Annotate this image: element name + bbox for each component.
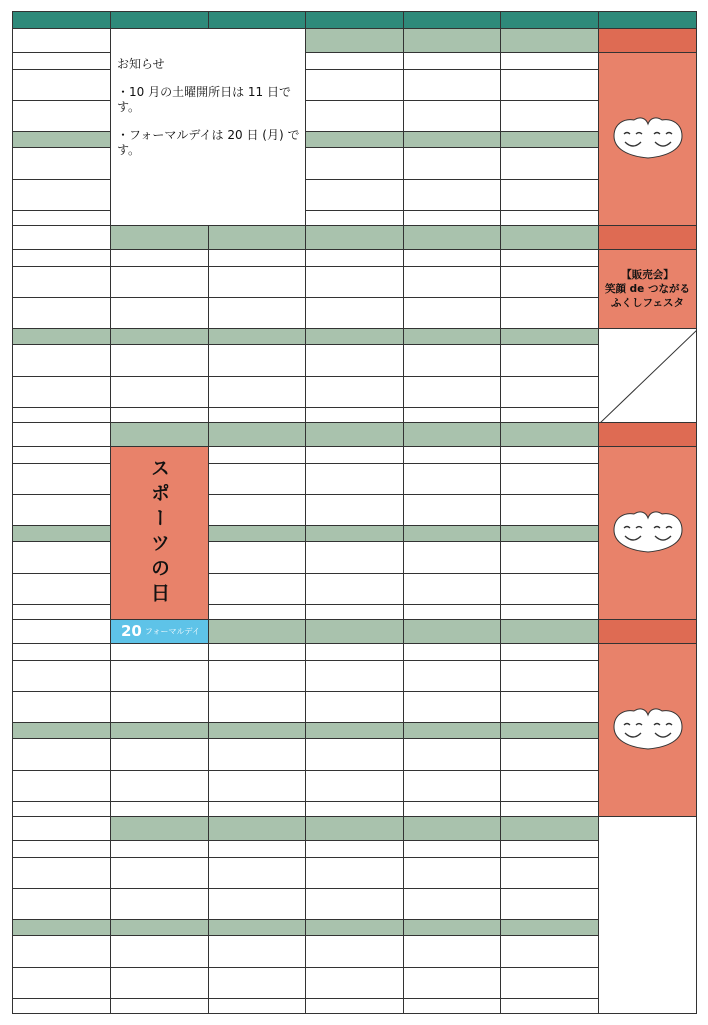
sale-line3: ふくしフェスタ — [611, 297, 684, 310]
activity-cell — [500, 52, 599, 70]
activity-cell — [305, 573, 404, 605]
activity-cell — [208, 297, 306, 329]
activity-cell — [208, 967, 306, 999]
time-slot — [12, 888, 111, 920]
time-slot — [12, 541, 111, 574]
activity-cell — [305, 100, 404, 132]
activity-cell — [305, 376, 404, 408]
activity-cell — [403, 100, 501, 132]
activity-cell — [403, 463, 501, 495]
day-number — [403, 28, 501, 53]
activity-cell — [403, 722, 501, 739]
activity-cell — [110, 801, 209, 817]
activity-cell — [305, 69, 404, 101]
activity-cell — [500, 69, 599, 101]
time-slot — [12, 69, 111, 101]
day-number — [598, 422, 697, 447]
activity-cell — [208, 446, 306, 464]
day-number — [403, 619, 501, 644]
activity-cell — [403, 840, 501, 858]
activity-cell — [208, 998, 306, 1014]
activity-cell — [208, 573, 306, 605]
day-number-value: 20 — [121, 621, 142, 640]
activity-cell — [403, 604, 501, 620]
saturday-closed-area — [598, 328, 697, 423]
time-slot — [12, 770, 111, 802]
sports-day-label: スポーツの日 — [148, 458, 170, 608]
activity-cell — [403, 147, 501, 180]
activity-cell — [500, 801, 599, 817]
activity-cell — [305, 770, 404, 802]
activity-cell — [500, 660, 599, 692]
day-number — [500, 28, 599, 53]
activity-cell — [500, 541, 599, 574]
activity-cell — [208, 935, 306, 968]
sale-line1: 【販売会】 — [621, 268, 674, 281]
saturday-open-area — [598, 643, 697, 817]
activity-cell — [500, 643, 599, 661]
activity-cell — [110, 857, 209, 889]
sale-line2: 笑顔 de つながる — [605, 282, 690, 295]
activity-cell — [208, 919, 306, 936]
activity-cell — [305, 801, 404, 817]
activity-cell — [110, 722, 209, 739]
day-number — [208, 619, 306, 644]
day-number — [598, 28, 697, 53]
activity-cell — [500, 344, 599, 377]
activity-cell — [500, 967, 599, 999]
day-number — [110, 619, 209, 644]
day-number — [110, 422, 209, 447]
activity-cell — [305, 249, 404, 267]
activity-cell — [305, 147, 404, 180]
day-number — [208, 225, 306, 250]
activity-cell — [403, 525, 501, 542]
activity-cell — [500, 857, 599, 889]
activity-cell — [305, 541, 404, 574]
activity-cell — [208, 770, 306, 802]
activity-cell — [208, 840, 306, 858]
time-slot — [12, 525, 111, 542]
day-number — [403, 422, 501, 447]
time-slot — [12, 998, 111, 1014]
activity-cell — [110, 376, 209, 408]
activity-cell — [403, 297, 501, 329]
time-slot — [12, 857, 111, 889]
activity-cell — [500, 100, 599, 132]
activity-cell — [500, 691, 599, 723]
activity-cell — [208, 541, 306, 574]
activity-cell — [500, 446, 599, 464]
week-4-corner — [12, 619, 111, 644]
activity-cell — [500, 840, 599, 858]
header-tue — [208, 11, 306, 29]
time-slot — [12, 573, 111, 605]
activity-cell — [305, 297, 404, 329]
activity-cell — [500, 770, 599, 802]
smiling-hearts-icon — [610, 506, 686, 560]
activity-cell — [403, 69, 501, 101]
activity-cell — [208, 249, 306, 267]
activity-cell — [500, 131, 599, 148]
activity-cell — [403, 888, 501, 920]
activity-cell — [110, 344, 209, 377]
activity-cell — [403, 266, 501, 298]
activity-cell — [305, 919, 404, 936]
activity-cell — [500, 407, 599, 423]
smiling-hearts-icon — [610, 703, 686, 757]
day-number — [305, 422, 404, 447]
activity-cell — [110, 840, 209, 858]
activity-cell — [403, 935, 501, 968]
activity-cell — [208, 738, 306, 771]
time-slot — [12, 919, 111, 936]
notice-line1: ・10 月の土曜開所日は 11 日です。 — [117, 85, 291, 114]
notice-line2: ・フォーマルデイは 20 日 (月) です。 — [117, 128, 300, 157]
day-number — [500, 816, 599, 841]
day-number — [305, 225, 404, 250]
activity-cell — [305, 998, 404, 1014]
activity-cell — [208, 643, 306, 661]
header-mon — [110, 11, 209, 29]
time-slot — [12, 100, 111, 132]
activity-cell — [403, 179, 501, 211]
activity-cell — [110, 297, 209, 329]
activity-cell — [305, 52, 404, 70]
day-number — [208, 422, 306, 447]
activity-cell — [305, 840, 404, 858]
activity-cell — [305, 935, 404, 968]
day-number — [208, 816, 306, 841]
time-slot — [12, 376, 111, 408]
time-slot — [12, 297, 111, 329]
activity-cell — [500, 328, 599, 345]
time-slot — [12, 463, 111, 495]
time-slot — [12, 210, 111, 226]
activity-cell — [305, 604, 404, 620]
activity-cell — [305, 660, 404, 692]
activity-cell — [208, 328, 306, 345]
week-1-corner — [12, 28, 111, 53]
time-slot — [12, 967, 111, 999]
week-2-corner — [12, 225, 111, 250]
activity-cell — [403, 407, 501, 423]
activity-cell — [403, 967, 501, 999]
time-slot — [12, 179, 111, 211]
activity-cell — [403, 919, 501, 936]
activity-cell — [500, 738, 599, 771]
activity-cell — [305, 407, 404, 423]
header-thu — [403, 11, 501, 29]
activity-cell — [403, 52, 501, 70]
activity-cell — [403, 998, 501, 1014]
activity-cell — [110, 249, 209, 267]
day-number — [500, 225, 599, 250]
activity-cell — [305, 179, 404, 211]
activity-cell — [500, 147, 599, 180]
saturday-blank-area — [598, 816, 697, 1014]
activity-cell — [403, 446, 501, 464]
activity-cell — [305, 525, 404, 542]
time-slot — [12, 722, 111, 739]
time-slot — [12, 643, 111, 661]
week-3-corner — [12, 422, 111, 447]
activity-cell — [403, 249, 501, 267]
time-slot — [12, 604, 111, 620]
activity-cell — [110, 266, 209, 298]
activity-cell — [110, 738, 209, 771]
activity-cell — [403, 573, 501, 605]
activity-cell — [208, 660, 306, 692]
formal-day-label: フォーマルデイ — [144, 626, 200, 636]
activity-cell — [305, 643, 404, 661]
activity-cell — [305, 131, 404, 148]
time-slot — [12, 801, 111, 817]
activity-cell — [403, 738, 501, 771]
day-number — [305, 28, 404, 53]
activity-cell — [110, 643, 209, 661]
activity-cell — [110, 770, 209, 802]
activity-cell — [305, 857, 404, 889]
activity-cell — [305, 344, 404, 377]
activity-cell — [110, 967, 209, 999]
saturday-open-area — [598, 446, 697, 620]
activity-cell — [305, 446, 404, 464]
sale-event-block — [598, 249, 697, 329]
time-slot — [12, 52, 111, 70]
day-number — [305, 619, 404, 644]
time-slot — [12, 328, 111, 345]
activity-cell — [500, 935, 599, 968]
activity-cell — [500, 888, 599, 920]
activity-cell — [500, 179, 599, 211]
day-number — [598, 619, 697, 644]
time-slot — [12, 249, 111, 267]
activity-cell — [500, 249, 599, 267]
activity-cell — [305, 691, 404, 723]
activity-cell — [110, 660, 209, 692]
activity-cell — [305, 210, 404, 226]
activity-cell — [403, 344, 501, 377]
activity-cell — [500, 919, 599, 936]
activity-cell — [500, 494, 599, 526]
smiling-hearts-icon — [610, 112, 686, 166]
time-slot — [12, 446, 111, 464]
activity-cell — [403, 801, 501, 817]
activity-cell — [110, 998, 209, 1014]
activity-cell — [500, 604, 599, 620]
activity-cell — [403, 770, 501, 802]
activity-cell — [403, 376, 501, 408]
activity-cell — [500, 297, 599, 329]
activity-cell — [305, 494, 404, 526]
activity-cell — [208, 801, 306, 817]
time-slot — [12, 407, 111, 423]
activity-cell — [110, 888, 209, 920]
activity-cell — [500, 210, 599, 226]
time-slot — [12, 147, 111, 180]
activity-cell — [403, 857, 501, 889]
activity-cell — [500, 463, 599, 495]
time-slot — [12, 840, 111, 858]
time-slot — [12, 935, 111, 968]
activity-cell — [208, 722, 306, 739]
activity-cell — [208, 857, 306, 889]
time-slot — [12, 266, 111, 298]
header-wed — [305, 11, 404, 29]
activity-cell — [403, 328, 501, 345]
activity-cell — [208, 266, 306, 298]
activity-cell — [500, 266, 599, 298]
week-5-corner — [12, 816, 111, 841]
activity-cell — [305, 888, 404, 920]
activity-cell — [403, 131, 501, 148]
activity-cell — [305, 463, 404, 495]
time-slot — [12, 660, 111, 692]
day-number — [403, 225, 501, 250]
time-slot — [12, 494, 111, 526]
activity-cell — [208, 407, 306, 423]
activity-cell — [110, 919, 209, 936]
activity-cell — [403, 691, 501, 723]
header-fri — [500, 11, 599, 29]
activity-cell — [403, 643, 501, 661]
header-sat — [598, 11, 697, 29]
day-number — [500, 619, 599, 644]
activity-cell — [305, 722, 404, 739]
activity-cell — [500, 376, 599, 408]
activity-cell — [208, 463, 306, 495]
header-time — [12, 11, 111, 29]
activity-cell — [403, 541, 501, 574]
day-number — [305, 816, 404, 841]
day-number — [110, 816, 209, 841]
activity-cell — [500, 998, 599, 1014]
notice-box — [110, 28, 306, 226]
activity-cell — [305, 328, 404, 345]
day-number — [110, 225, 209, 250]
activity-cell — [403, 210, 501, 226]
activity-cell — [208, 376, 306, 408]
activity-cell — [208, 525, 306, 542]
activity-cell — [110, 691, 209, 723]
time-slot — [12, 344, 111, 377]
activity-cell — [110, 935, 209, 968]
activity-cell — [208, 344, 306, 377]
activity-cell — [500, 525, 599, 542]
activity-cell — [500, 573, 599, 605]
activity-cell — [403, 494, 501, 526]
sports-day-block — [110, 446, 209, 620]
activity-cell — [110, 328, 209, 345]
day-number — [598, 225, 697, 250]
activity-cell — [208, 494, 306, 526]
activity-cell — [500, 722, 599, 739]
time-slot — [12, 738, 111, 771]
activity-cell — [403, 660, 501, 692]
activity-cell — [208, 888, 306, 920]
activity-cell — [305, 967, 404, 999]
activity-cell — [110, 407, 209, 423]
time-slot — [12, 691, 111, 723]
day-number — [500, 422, 599, 447]
activity-cell — [305, 266, 404, 298]
notice-title: お知らせ — [117, 57, 165, 71]
activity-cell — [208, 604, 306, 620]
time-slot — [12, 131, 111, 148]
activity-cell — [305, 738, 404, 771]
activity-cell — [208, 691, 306, 723]
day-number — [403, 816, 501, 841]
closed-diagonal-line — [599, 329, 697, 423]
saturday-open-area — [598, 52, 697, 226]
